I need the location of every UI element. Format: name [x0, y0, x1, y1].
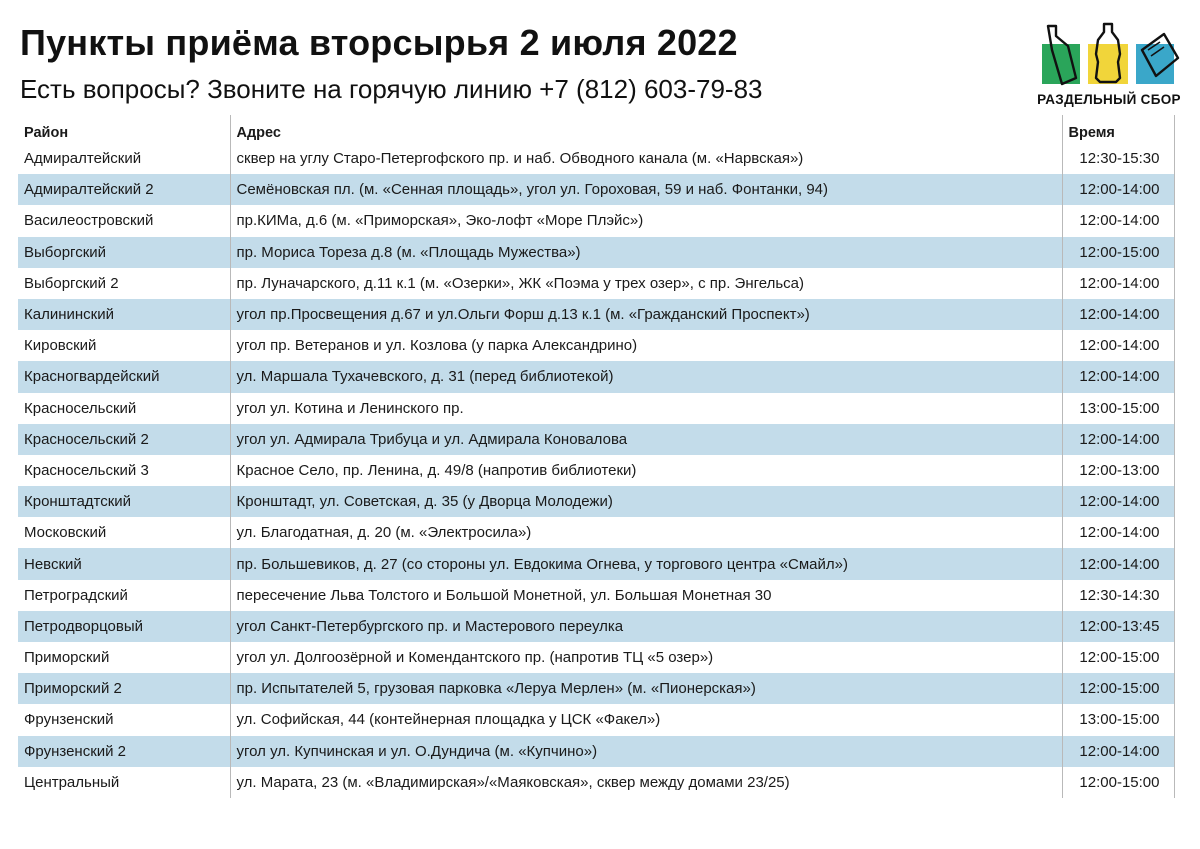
table-row	[18, 767, 1174, 798]
district-cell: Красносельский 2	[18, 424, 230, 455]
table-row	[18, 393, 1174, 424]
collection-points-table	[18, 115, 1175, 798]
table-row	[18, 642, 1174, 673]
address-cell: угол ул. Котина и Ленинского пр.	[230, 393, 1062, 424]
district-cell: Выборгский	[18, 237, 230, 268]
district-cell: Адмиралтейский 2	[18, 174, 230, 205]
time-cell: 12:00-14:00	[1062, 424, 1174, 455]
separate-collection-logo	[1036, 20, 1182, 112]
time-cell: 12:00-14:00	[1062, 736, 1174, 767]
district-cell: Василеостровский	[24, 212, 154, 230]
table-row	[18, 736, 1174, 767]
district-cell: Центральный	[24, 773, 120, 791]
table-row	[18, 361, 1174, 392]
time-cell: 12:00-13:00	[1062, 455, 1174, 486]
district-cell: Приморский	[24, 649, 110, 667]
table-row	[18, 268, 1174, 299]
address-cell: угол Санкт-Петербургского пр. и Мастерового переулка	[230, 611, 1062, 642]
address-cell: Красное Село, пр. Ленина, д. 49/8 (напротив библиотеки)	[230, 455, 1062, 486]
address-cell: угол ул. Долгоозёрной и Комендантского пр. (напротив ТЦ «5 озер»)	[230, 642, 1062, 673]
table-row	[18, 299, 1174, 330]
page-title: Пункты приёма вторсырья 2 июля 2022	[20, 22, 738, 63]
address-cell: ул. Софийская, 44 (контейнерная площадка у ЦСК «Факел»)	[230, 704, 1062, 735]
time-cell: 12:00-14:00	[1062, 330, 1174, 361]
time-cell: 12:00-15:00	[1062, 767, 1174, 798]
address-cell: пр. Луначарского, д.11 к.1 (м. «Озерки», ЖК «Поэма у трех озер», с пр. Энгельса)	[230, 268, 1062, 299]
table-row	[18, 548, 1174, 579]
table-row	[18, 704, 1174, 735]
time-cell: 12:00-14:00	[1062, 268, 1174, 299]
time-cell: 12:00-14:00	[1062, 174, 1174, 205]
time-cell: 12:00-15:00	[1062, 642, 1174, 673]
table-row	[18, 517, 1174, 548]
district-cell: Московский	[24, 524, 107, 542]
time-cell: 12:00-14:00	[1062, 548, 1174, 579]
address-cell: пр. Большевиков, д. 27 (со стороны ул. Евдокима Огнева, у торгового центра «Смайл»)	[230, 548, 1062, 579]
time-cell: 12:00-14:00	[1062, 486, 1174, 517]
address-cell: пр.КИМа, д.6 (м. «Приморская», Эко-лофт «Море Плэйс»)	[230, 205, 1062, 236]
time-cell: 12:00-14:00	[1062, 299, 1174, 330]
column-header-address: Адрес	[230, 115, 1062, 143]
logo-label: РАЗДЕЛЬНЫЙ СБОР	[1037, 92, 1181, 107]
recyclables-icon	[1036, 20, 1182, 92]
district-cell: Калининский	[18, 299, 230, 330]
table-row	[18, 330, 1174, 361]
hotline-subtitle: Есть вопросы? Звоните на горячую линию +7 (812) 603-79-83	[20, 74, 763, 104]
district-cell: Петродворцовый	[18, 611, 230, 642]
district-cell: Приморский 2	[18, 673, 230, 704]
table-row	[18, 580, 1174, 611]
table-row	[18, 237, 1174, 268]
table-row	[18, 611, 1174, 642]
table-row	[18, 673, 1174, 704]
table-row	[18, 424, 1174, 455]
table-row	[18, 486, 1174, 517]
address-cell: Кронштадт, ул. Советская, д. 35 (у Дворца Молодежи)	[230, 486, 1062, 517]
column-header-district: Район	[24, 125, 69, 141]
time-cell: 12:00-15:00	[1062, 237, 1174, 268]
address-cell: пересечение Льва Толстого и Большой Монетной, ул. Большая Монетная 30	[230, 580, 1062, 611]
address-cell: пр. Испытателей 5, грузовая парковка «Леруа Мерлен» (м. «Пионерская»)	[230, 673, 1062, 704]
district-cell: Кировский	[24, 337, 97, 355]
table-row	[18, 143, 1174, 174]
district-cell: Красногвардейский	[18, 361, 230, 392]
address-cell: угол ул. Адмирала Трибуца и ул. Адмирала Коновалова	[230, 424, 1062, 455]
district-cell: Выборгский 2	[24, 274, 119, 292]
address-cell: ул. Маршала Тухачевского, д. 31 (перед библиотекой)	[230, 361, 1062, 392]
time-cell: 13:00-15:00	[1062, 704, 1174, 735]
time-cell: 12:00-15:00	[1062, 673, 1174, 704]
column-header-time: Время	[1062, 115, 1174, 143]
table-row	[18, 455, 1174, 486]
logo-yellow-square	[1088, 44, 1128, 84]
district-cell: Петроградский	[24, 586, 128, 604]
time-cell: 12:30-14:30	[1062, 580, 1174, 611]
address-cell: пр. Мориса Тореза д.8 (м. «Площадь Мужества»)	[230, 237, 1062, 268]
address-cell: угол пр.Просвещения д.67 и ул.Ольги Форш д.13 к.1 (м. «Гражданский Проспект»)	[230, 299, 1062, 330]
time-cell: 13:00-15:00	[1062, 393, 1174, 424]
time-cell: 12:00-14:00	[1062, 361, 1174, 392]
district-cell: Фрунзенский	[24, 711, 114, 729]
district-cell: Невский	[18, 548, 230, 579]
address-cell: угол ул. Купчинская и ул. О.Дундича (м. «Купчино»)	[230, 736, 1062, 767]
time-cell: 12:30-15:30	[1062, 143, 1174, 174]
time-cell: 12:00-13:45	[1062, 611, 1174, 642]
address-cell: сквер на углу Старо-Петергофского пр. и наб. Обводного канала (м. «Нарвская»)	[230, 143, 1062, 174]
table-header-row	[18, 115, 1174, 143]
district-cell: Красносельский	[24, 399, 137, 417]
district-cell: Адмиралтейский	[24, 150, 142, 168]
table-row	[18, 174, 1174, 205]
address-cell: Семёновская пл. (м. «Сенная площадь», угол ул. Гороховая, 59 и наб. Фонтанки, 94)	[230, 174, 1062, 205]
time-cell: 12:00-14:00	[1062, 205, 1174, 236]
time-cell: 12:00-14:00	[1062, 517, 1174, 548]
table-row	[18, 205, 1174, 236]
address-cell: ул. Марата, 23 (м. «Владимирская»/«Маяковская», сквер между домами 23/25)	[230, 767, 1062, 798]
address-cell: ул. Благодатная, д. 20 (м. «Электросила»)	[230, 517, 1062, 548]
district-cell: Красносельский 3	[24, 461, 149, 479]
district-cell: Кронштадтский	[18, 486, 230, 517]
address-cell: угол пр. Ветеранов и ул. Козлова (у парка Александрино)	[230, 330, 1062, 361]
district-cell: Фрунзенский 2	[18, 736, 230, 767]
